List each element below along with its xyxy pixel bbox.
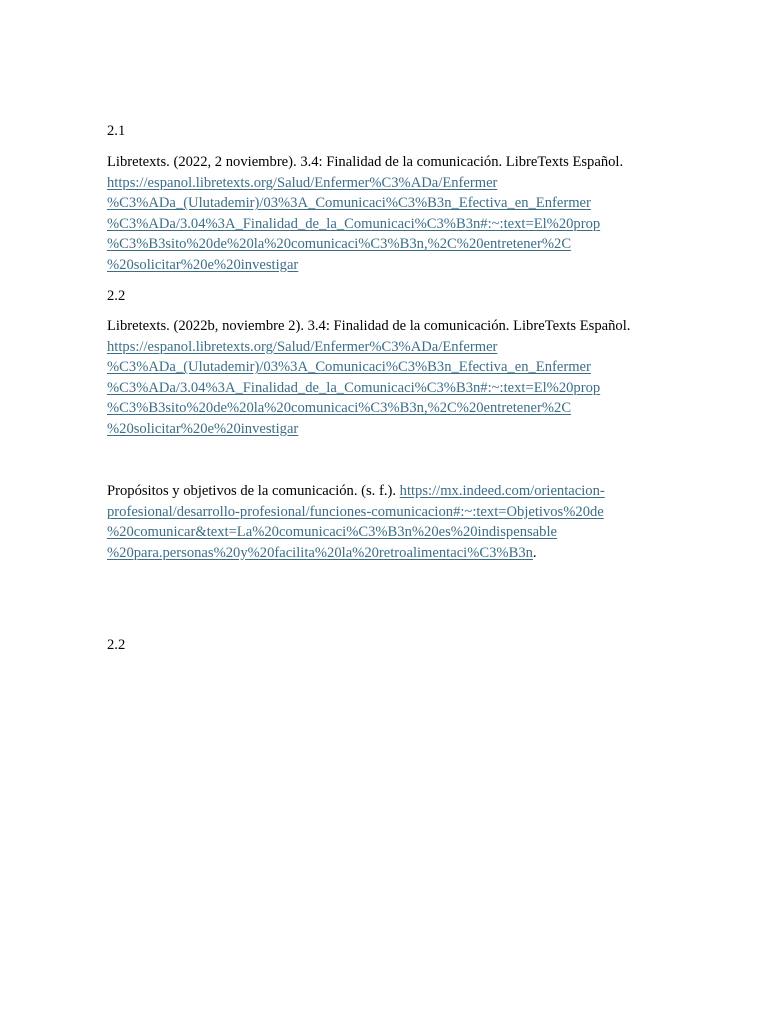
reference-citation: Libretexts. (2022, 2 noviembre). 3.4: Finalidad de la comunicación. LibreTexts Español. <box>107 154 624 170</box>
section-number: 2.1 <box>107 123 126 139</box>
reference-3 <box>107 481 667 563</box>
reference-link-line[interactable]: https://espanol.libretexts.org/Salud/Enfermer%C3%ADa/Enfermer <box>107 338 498 355</box>
reference-link-line[interactable]: %C3%B3sito%20de%20la%20comunicaci%C3%B3n,%2C%20entretener%2C <box>107 236 572 252</box>
section-number: 2.2 <box>107 288 126 304</box>
section-2-1 <box>107 121 667 141</box>
reference-link-line[interactable]: %20para.personas%20y%20facilita%20la%20retroalimentaci%C3%B3n <box>107 544 533 561</box>
reference-link-line[interactable]: %C3%ADa/3.04%3A_Finalidad_de_la_Comunicaci%C3%B3n#:~:text=El%20prop <box>107 215 601 232</box>
reference-1 <box>107 152 667 275</box>
section-number: 2.2 <box>107 637 126 653</box>
reference-link-line[interactable]: %C3%ADa_(Ulutademir)/03%3A_Comunicaci%C3%B3n_Efectiva_en_Enfermer <box>107 359 591 375</box>
trailing-period: . <box>532 544 537 561</box>
reference-link-line[interactable]: https://espanol.libretexts.org/Salud/Enfermer%C3%ADa/Enfermer <box>107 174 498 191</box>
reference-citation: Libretexts. (2022b, noviembre 2). 3.4: Finalidad de la comunicación. LibreTexts Español. <box>107 318 631 334</box>
reference-link-line[interactable]: profesional/desarrollo-profesional/funciones-comunicacion#:~:text=Objetivos%20de <box>107 503 604 520</box>
reference-link-line[interactable]: %C3%B3sito%20de%20la%20comunicaci%C3%B3n,%2C%20entretener%2C <box>107 400 572 416</box>
section-2-2 <box>107 286 667 306</box>
section-2-2-final <box>107 635 667 655</box>
reference-link-line[interactable]: %20comunicar&text=La%20comunicaci%C3%B3n%20es%20indispensable <box>107 524 557 540</box>
reference-link-line[interactable]: %20solicitar%20e%20investigar <box>107 256 299 273</box>
reference-link-line[interactable]: %C3%ADa_(Ulutademir)/03%3A_Comunicaci%C3%B3n_Efectiva_en_Enfermer <box>107 195 591 211</box>
reference-2 <box>107 316 667 439</box>
reference-citation: Propósitos y objetivos de la comunicación. (s. f.). <box>107 483 396 499</box>
reference-link-line[interactable]: %20solicitar%20e%20investigar <box>107 420 299 437</box>
reference-link-line[interactable]: https://mx.indeed.com/orientacion- <box>399 483 605 499</box>
reference-link-line[interactable]: %C3%ADa/3.04%3A_Finalidad_de_la_Comunicaci%C3%B3n#:~:text=El%20prop <box>107 379 601 396</box>
